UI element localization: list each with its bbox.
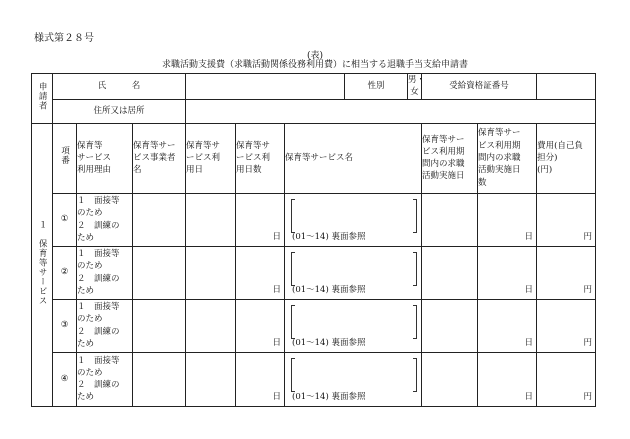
cost-header: 費用(自己負 担分) (円) [537,123,596,193]
form-number: 様式第２８号 [34,33,94,44]
service-name-cell[interactable] [285,299,422,352]
use-date-header: 保育等サ ービス利 用日 [186,123,236,193]
provider-cell[interactable] [133,246,186,299]
use-date-cell[interactable] [186,352,236,406]
reason-options[interactable]: １ 面接等 のため ２ 訓練の ため [77,299,133,352]
row-number: ② [53,246,77,299]
provider-cell[interactable] [133,352,186,406]
job-search-date-cell[interactable] [422,352,478,406]
use-days-cell[interactable]: 日 [236,193,285,246]
table-row [32,246,596,299]
sex-options[interactable]: 男・女 [408,75,426,98]
back-reference-note: (01〜14) 裏面参照 [292,285,366,296]
table-row [32,352,596,406]
address-field[interactable] [186,99,596,123]
cost-cell[interactable]: 円 [537,299,596,352]
address-label: 住所又は居所 [53,99,186,123]
job-search-days-cell[interactable]: 日 [478,193,537,246]
job-search-date-cell[interactable] [422,246,478,299]
service-name-cell[interactable] [285,193,422,246]
bracket-box [291,305,417,339]
provider-header: 保育等サー ビス事業者 名 [133,123,186,193]
name-field[interactable] [186,74,345,100]
back-reference-note: (01〜14) 裏面参照 [292,232,366,243]
use-days-cell[interactable]: 日 [236,352,285,406]
use-days-cell[interactable]: 日 [236,299,285,352]
back-reference-note: (01〜14) 裏面参照 [292,392,366,403]
service-name-cell[interactable] [285,352,422,406]
name-label: 氏 名 [53,74,186,100]
use-date-cell[interactable] [186,193,236,246]
reason-options[interactable]: １ 面接等 のため ２ 訓練の ため [77,352,133,406]
cost-cell[interactable]: 円 [537,352,596,406]
use-date-cell[interactable] [186,299,236,352]
certificate-number-field[interactable] [537,74,596,100]
job-search-date-cell[interactable] [422,299,478,352]
row-number: ① [53,193,77,246]
row-number: ④ [53,352,77,406]
reason-options[interactable]: １ 面接等 のため ２ 訓練の ため [77,193,133,246]
cost-cell[interactable]: 円 [537,246,596,299]
job-search-date-cell[interactable] [422,193,478,246]
application-form-table [31,73,596,407]
table-row [32,193,596,246]
service-name-header: 保育等サービス名 [285,123,422,193]
table-row [32,299,596,352]
item-number-header: 項番 [53,123,77,193]
use-days-cell[interactable]: 日 [236,246,285,299]
use-date-cell[interactable] [186,246,236,299]
job-search-days-cell[interactable]: 日 [478,246,537,299]
bracket-box [291,199,417,233]
certificate-number-label: 受給資格証番号 [422,74,537,100]
row-number: ③ [53,299,77,352]
reason-options[interactable]: １ 面接等 のため ２ 訓練の ため [77,246,133,299]
bracket-box [291,358,417,392]
sex-label: 性別 [345,74,408,100]
provider-cell[interactable] [133,193,186,246]
cost-cell[interactable]: 円 [537,193,596,246]
job-search-days-cell[interactable]: 日 [478,352,537,406]
provider-cell[interactable] [133,299,186,352]
form-title: 求職活動支援費（求職活動関係役務利用費）に相当する退職手当支給申請書 [161,60,468,70]
job-search-days-header: 保育等サー ビス利用期 間内の求職 活動実施日 数 [478,123,537,193]
service-name-cell[interactable] [285,246,422,299]
use-days-header: 保育等サ ービス利 用日数 [236,123,285,193]
back-reference-note: (01〜14) 裏面参照 [292,338,366,349]
applicant-section-label: 申請者 [32,74,53,124]
reason-header: 保育等 サービス 利用理由 [77,123,133,193]
back-label: (表) [306,51,324,61]
job-search-days-cell[interactable]: 日 [478,299,537,352]
bracket-box [291,252,417,286]
job-search-date-header: 保育等サー ビス利用期 間内の求職 活動実施日 [422,123,478,193]
service-section-label: １ 保育等サービス [32,123,53,406]
